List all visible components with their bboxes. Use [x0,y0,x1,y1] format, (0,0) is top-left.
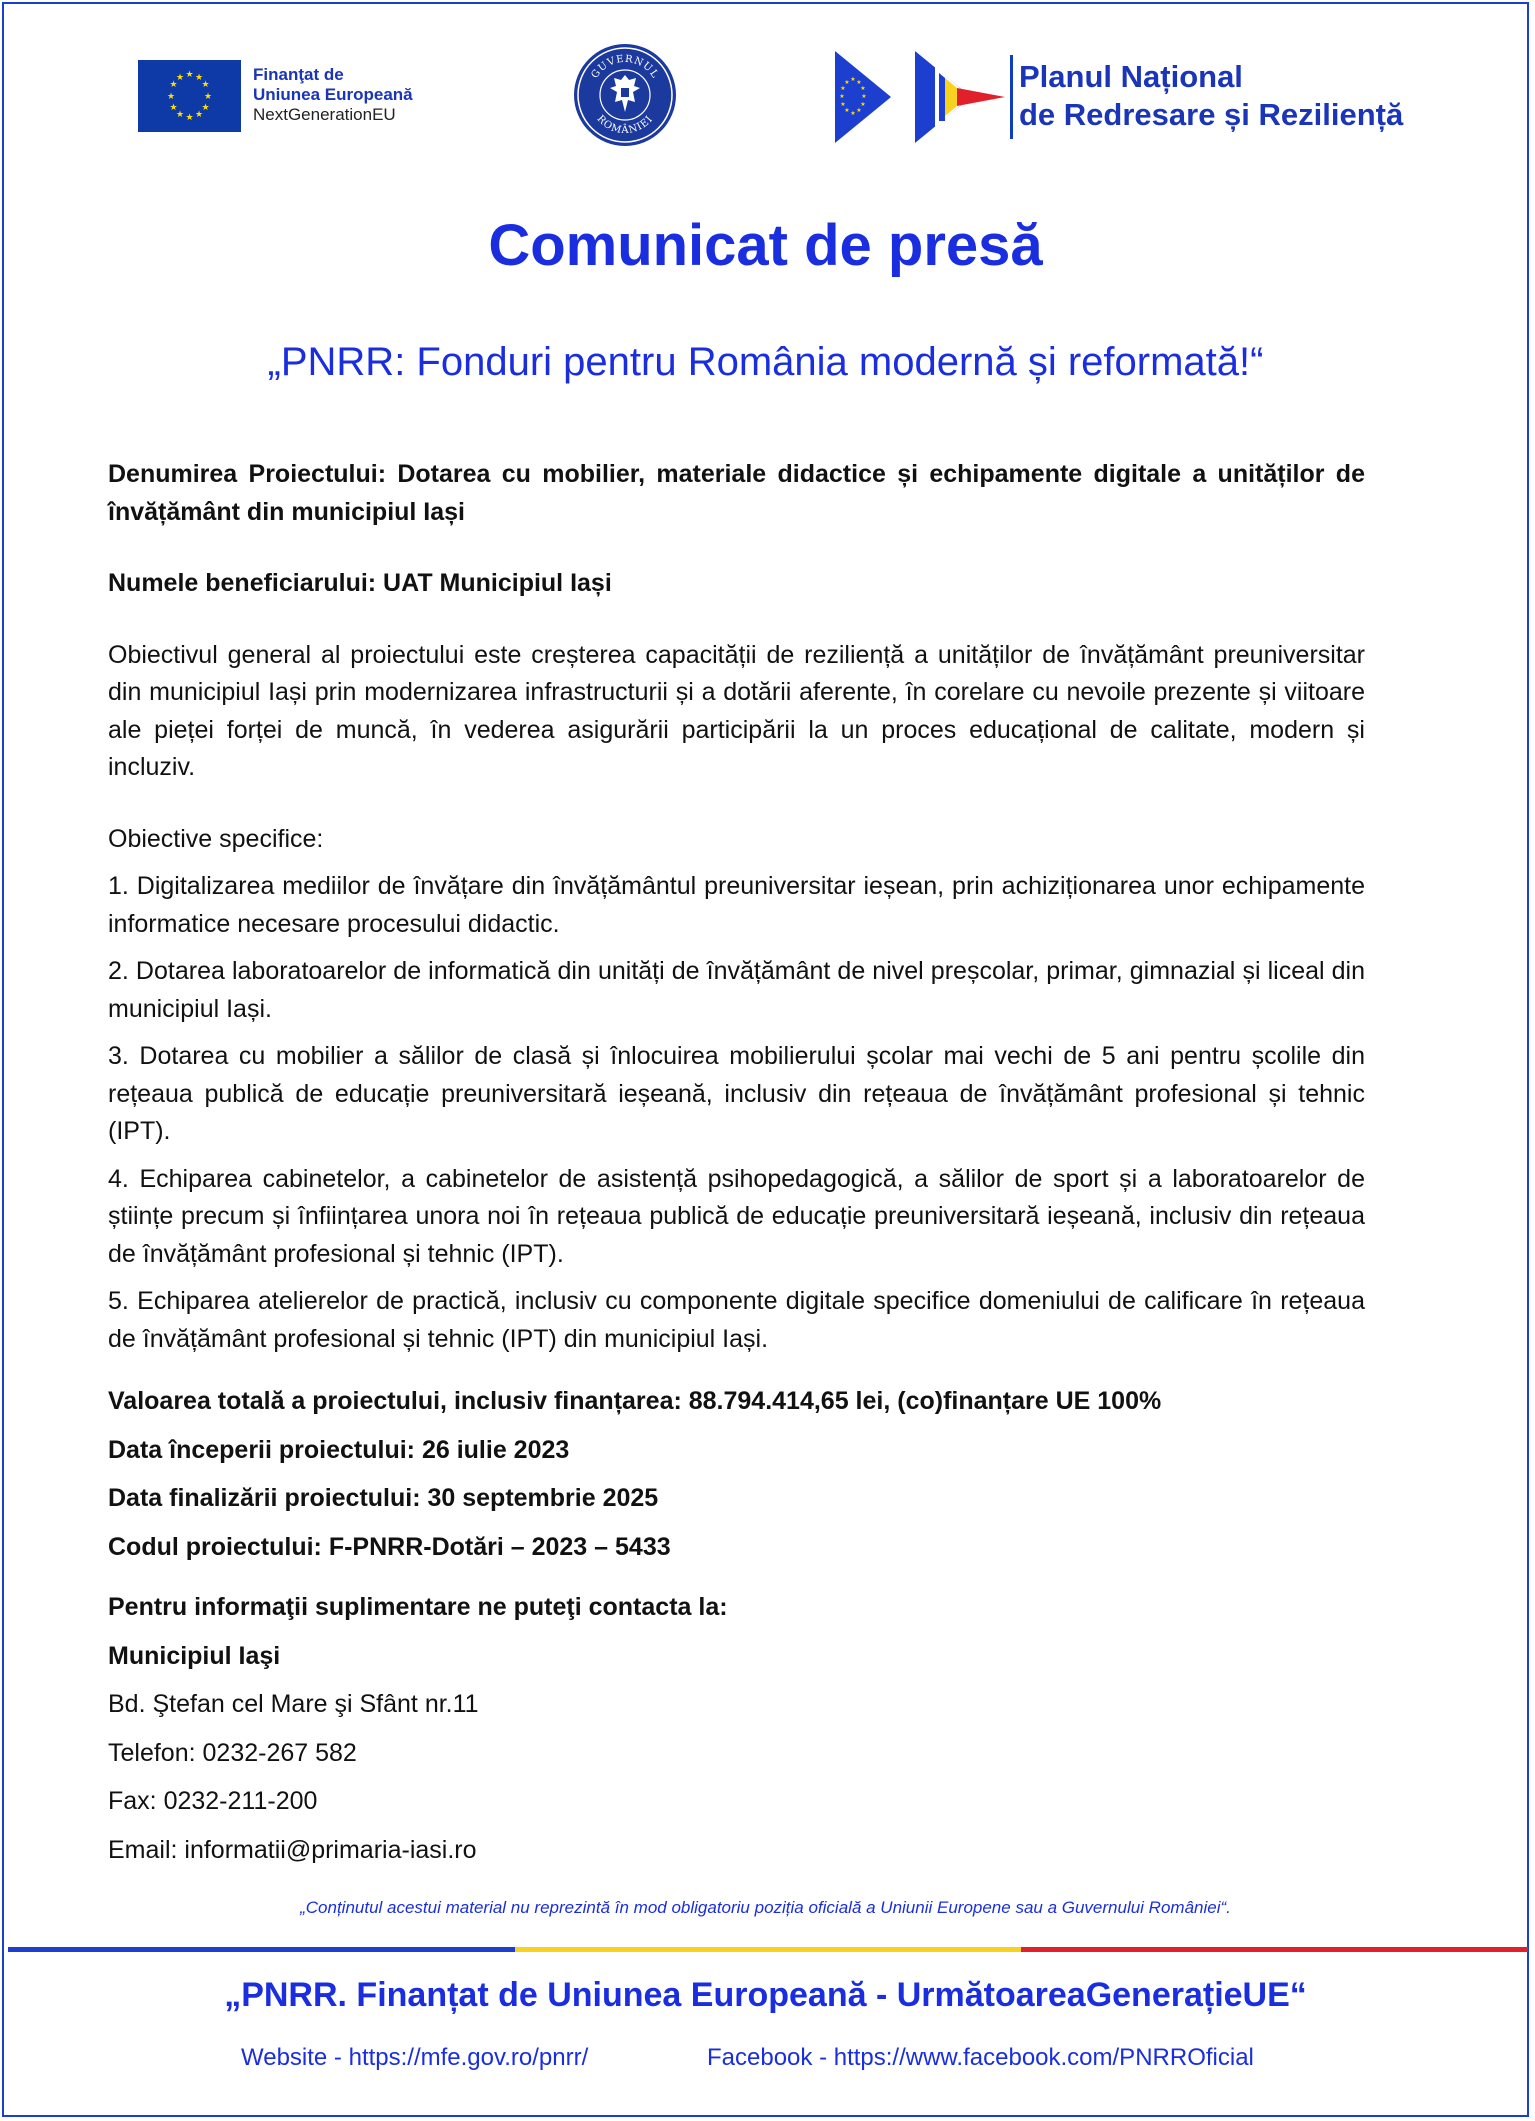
seal-text-bottom: ROMÂNIEI [594,113,656,137]
svg-text:★: ★ [185,70,194,80]
svg-text:★: ★ [844,79,850,86]
page-title: Comunicat de presă [488,213,1043,278]
specific-objective-item: 3. Dotarea cu mobilier a sălilor de clasă și înlocuirea mobilierului școlar mai vechi de 5 ani pentru școlile din rețeaua publică de educație preuniversitară ieșeană, inclusiv din rețeaua de învățământ profesional și tehnic (IPT). [108,1042,1365,1145]
project-name: Denumirea Proiectului: Dotarea cu mobilier, materiale didactice și echipamente digitale a unităților de învățământ din municipiul Iași [108,460,1365,526]
website-link[interactable]: Website - https://mfe.gov.ro/pnrr/ [241,2044,589,2071]
eu-funding-label [253,65,413,125]
svg-text:★: ★ [203,92,213,102]
svg-text:★: ★ [194,73,204,83]
contact-email: Email: informatii@primaria-iasi.ro [108,1835,477,1864]
svg-text:★: ★ [839,93,845,100]
svg-text:★: ★ [860,85,866,92]
contact-organization: Municipiul Iaşi [108,1641,281,1670]
specific-objective-item: 2. Dotarea laboratoarelor de informatică din unități de învățământ de nivel preșcolar, primar, gimnazial și liceal din municipiul Iași. [108,957,1365,1023]
svg-text:★: ★ [175,73,185,83]
pnrr-title [1019,58,1403,134]
specific-objective-item: 1. Digitalizarea mediilor de învățare din învățământul preuniversitar ieșean, prin achiziționarea unor echipamente informatice necesare procesului didactic. [108,872,1365,938]
eu-label-line1: Finanţat de [253,65,344,84]
svg-text:★: ★ [850,110,856,117]
specific-objectives-heading: Obiective specifice: [108,824,324,853]
project-code: Codul proiectului: F-PNRR-Dotări – 2023 – 5433 [108,1532,671,1561]
government-seal-icon [572,42,678,148]
svg-text:★: ★ [175,110,185,120]
beneficiary-name: Numele beneficiarului: UAT Municipiul Iași [108,569,612,597]
start-date: Data începerii proiectului: 26 iulie 2023 [108,1435,570,1464]
svg-text:★: ★ [844,107,850,114]
pnrr-title-line2: de Redresare și Reziliență [1019,97,1404,132]
tricolor-divider [8,1947,1528,1952]
svg-text:★: ★ [201,103,210,113]
eu-label-line3: NextGenerationEU [253,105,396,124]
contact-address: Bd. Ştefan cel Mare şi Sfânt nr.11 [108,1690,479,1718]
svg-text:★: ★ [840,101,846,108]
contact-heading: Pentru informaţii suplimentare ne puteţi contacta la: [108,1593,728,1621]
eu-label-line2: Uniunea Europeană [253,85,413,104]
end-date: Data finalizării proiectului: 30 septembrie 2025 [108,1484,659,1512]
contact-phone: Telefon: 0232-267 582 [108,1738,357,1767]
svg-text:★: ★ [166,92,176,102]
footer-slogan: „PNRR. Finanțat de Uniunea Europeană - UrmătoareaGenerațieUE“ [224,1976,1307,2014]
svg-text:★: ★ [856,79,862,86]
total-value: Valoarea totală a proiectului, inclusiv finanțarea: 88.794.414,65 lei, (co)finanțare UE 100% [108,1387,1162,1415]
svg-text:★: ★ [856,107,862,114]
page-subtitle: „PNRR: Fonduri pentru România modernă și reformată!“ [267,340,1264,384]
svg-text:★: ★ [194,110,204,120]
pnrr-logo-icon [835,51,1005,143]
pnrr-divider [1010,55,1013,139]
disclaimer: „Conținutul acestui material nu reprezintă în mod obligatoriu poziția oficială a Uniunii Europene sau a Guvernului României“. [300,1898,1231,1917]
general-objective: Obiectivul general al proiectului este creșterea capacității de reziliență a unităților de învățământ preuniversitar din municipiul Iași prin modernizarea infrastructurii și a dotării aferente, în corelare cu nevoile prezente și viitoare ale pieței forței de muncă, în vederea asigurării participării la un proces educațional de calitate, modern și incluziv. [108,640,1365,781]
svg-text:★: ★ [861,93,867,100]
seal-text-top: GUVERNUL [589,53,661,81]
specific-objective-item: 5. Echiparea atelierelor de practică, inclusiv cu componente digitale specifice domeniului de calificare în rețeaua de învățământ profesional și tehnic (IPT) din municipiul Iași. [108,1287,1365,1353]
contact-fax: Fax: 0232-211-200 [108,1787,318,1815]
facebook-link[interactable]: Facebook - https://www.facebook.com/PNRROficial [707,2044,1254,2071]
press-release-body [108,456,1365,1869]
pnrr-title-line1: Planul Național [1019,59,1243,94]
svg-text:★: ★ [840,85,846,92]
svg-text:★: ★ [201,80,210,90]
svg-text:★: ★ [860,101,866,108]
svg-text:★: ★ [169,80,178,90]
svg-text:★: ★ [850,76,856,83]
svg-text:★: ★ [185,113,194,123]
svg-text:★: ★ [169,103,178,113]
eu-flag-icon [138,60,241,132]
specific-objective-item: 4. Echiparea cabinetelor, a cabinetelor de asistență psihopedagogică, a sălilor de sport și a laboratoarelor de științe precum și înființarea unora noi în rețeaua publică de educație preuniversitară ieșeană, inclusiv din rețeaua de învățământ profesional și tehnic (IPT). [108,1164,1365,1268]
